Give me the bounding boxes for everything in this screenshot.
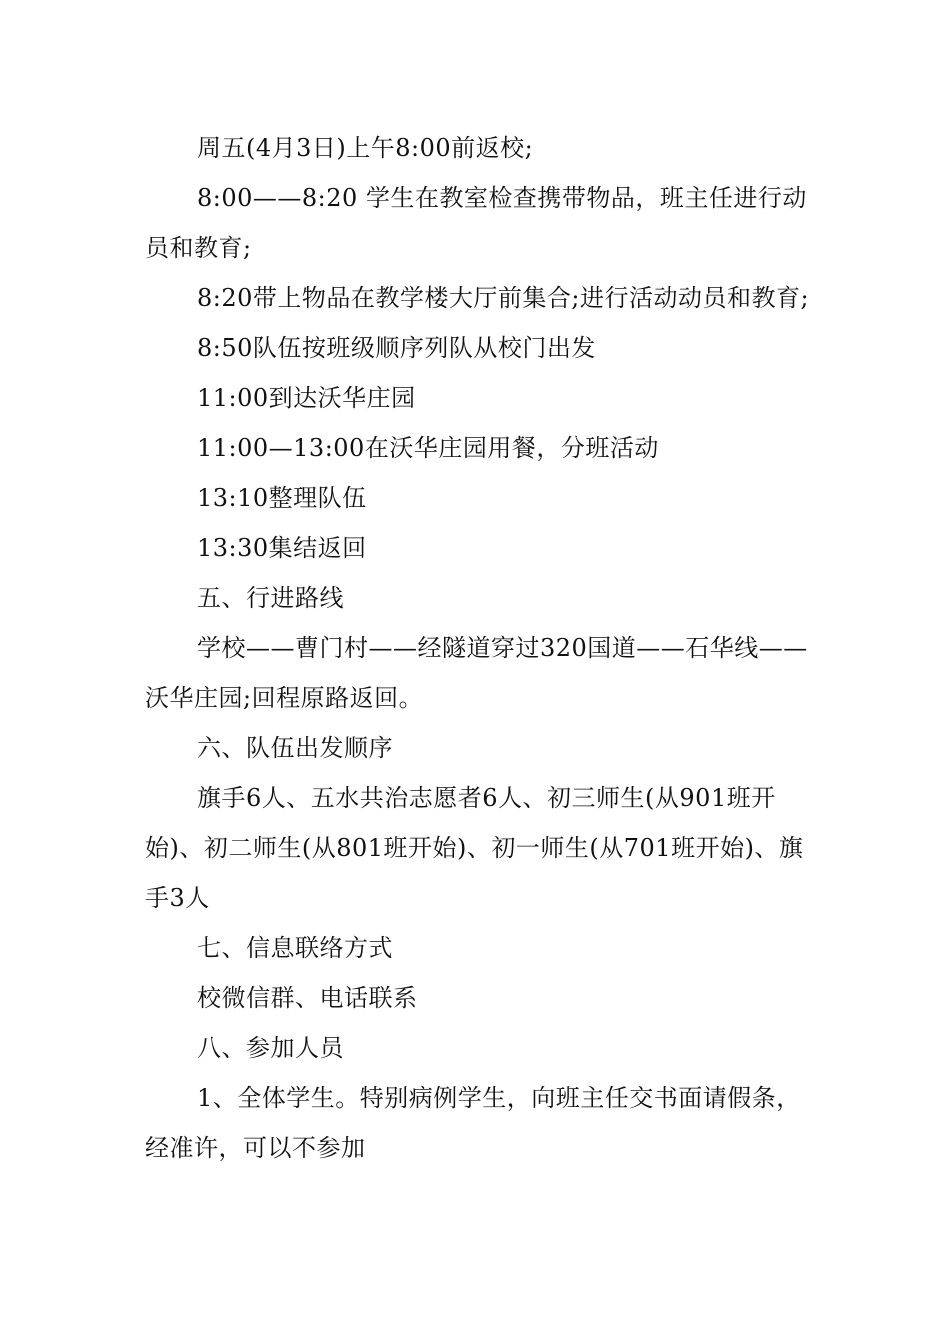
paragraph-route: 学校——曹门村——经隧道穿过320国道——石华线——沃华庄园;回程原路返回。 (145, 634, 808, 712)
section-heading-order: 六、队伍出发顺序 (197, 734, 393, 762)
section-heading-participants: 八、参加人员 (197, 1034, 344, 1062)
paragraph-regroup: 13:10整理队伍 (197, 484, 367, 512)
paragraph-classroom-check: 8:00——8:20 学生在教室检查携带物品，班主任进行动员和教育; (145, 184, 807, 262)
paragraph-participants: 1、全体学生。特别病例学生，向班主任交书面请假条，经准许，可以不参加 (145, 1084, 801, 1162)
paragraph-arrival: 11:00到达沃华庄园 (197, 384, 416, 412)
paragraph-meal-activity: 11:00—13:00在沃华庄园用餐，分班活动 (197, 434, 659, 462)
paragraph-order: 旗手6人、五水共治志愿者6人、初三师生(从901班开始)、初二师生(从801班开始)、初一师生(从701班开始)、旗手3人 (145, 784, 804, 912)
paragraph-return-time: 周五(4月3日)上午8:00前返校; (197, 134, 534, 162)
paragraph-return: 13:30集结返回 (197, 534, 367, 562)
section-heading-contact: 七、信息联络方式 (197, 934, 393, 962)
section-heading-route: 五、行进路线 (197, 584, 344, 612)
document-body (145, 123, 810, 1173)
paragraph-assembly: 8:20带上物品在教学楼大厅前集合;进行活动动员和教育; (197, 284, 810, 312)
paragraph-contact: 校微信群、电话联系 (197, 984, 418, 1012)
paragraph-departure: 8:50队伍按班级顺序列队从校门出发 (197, 334, 596, 362)
